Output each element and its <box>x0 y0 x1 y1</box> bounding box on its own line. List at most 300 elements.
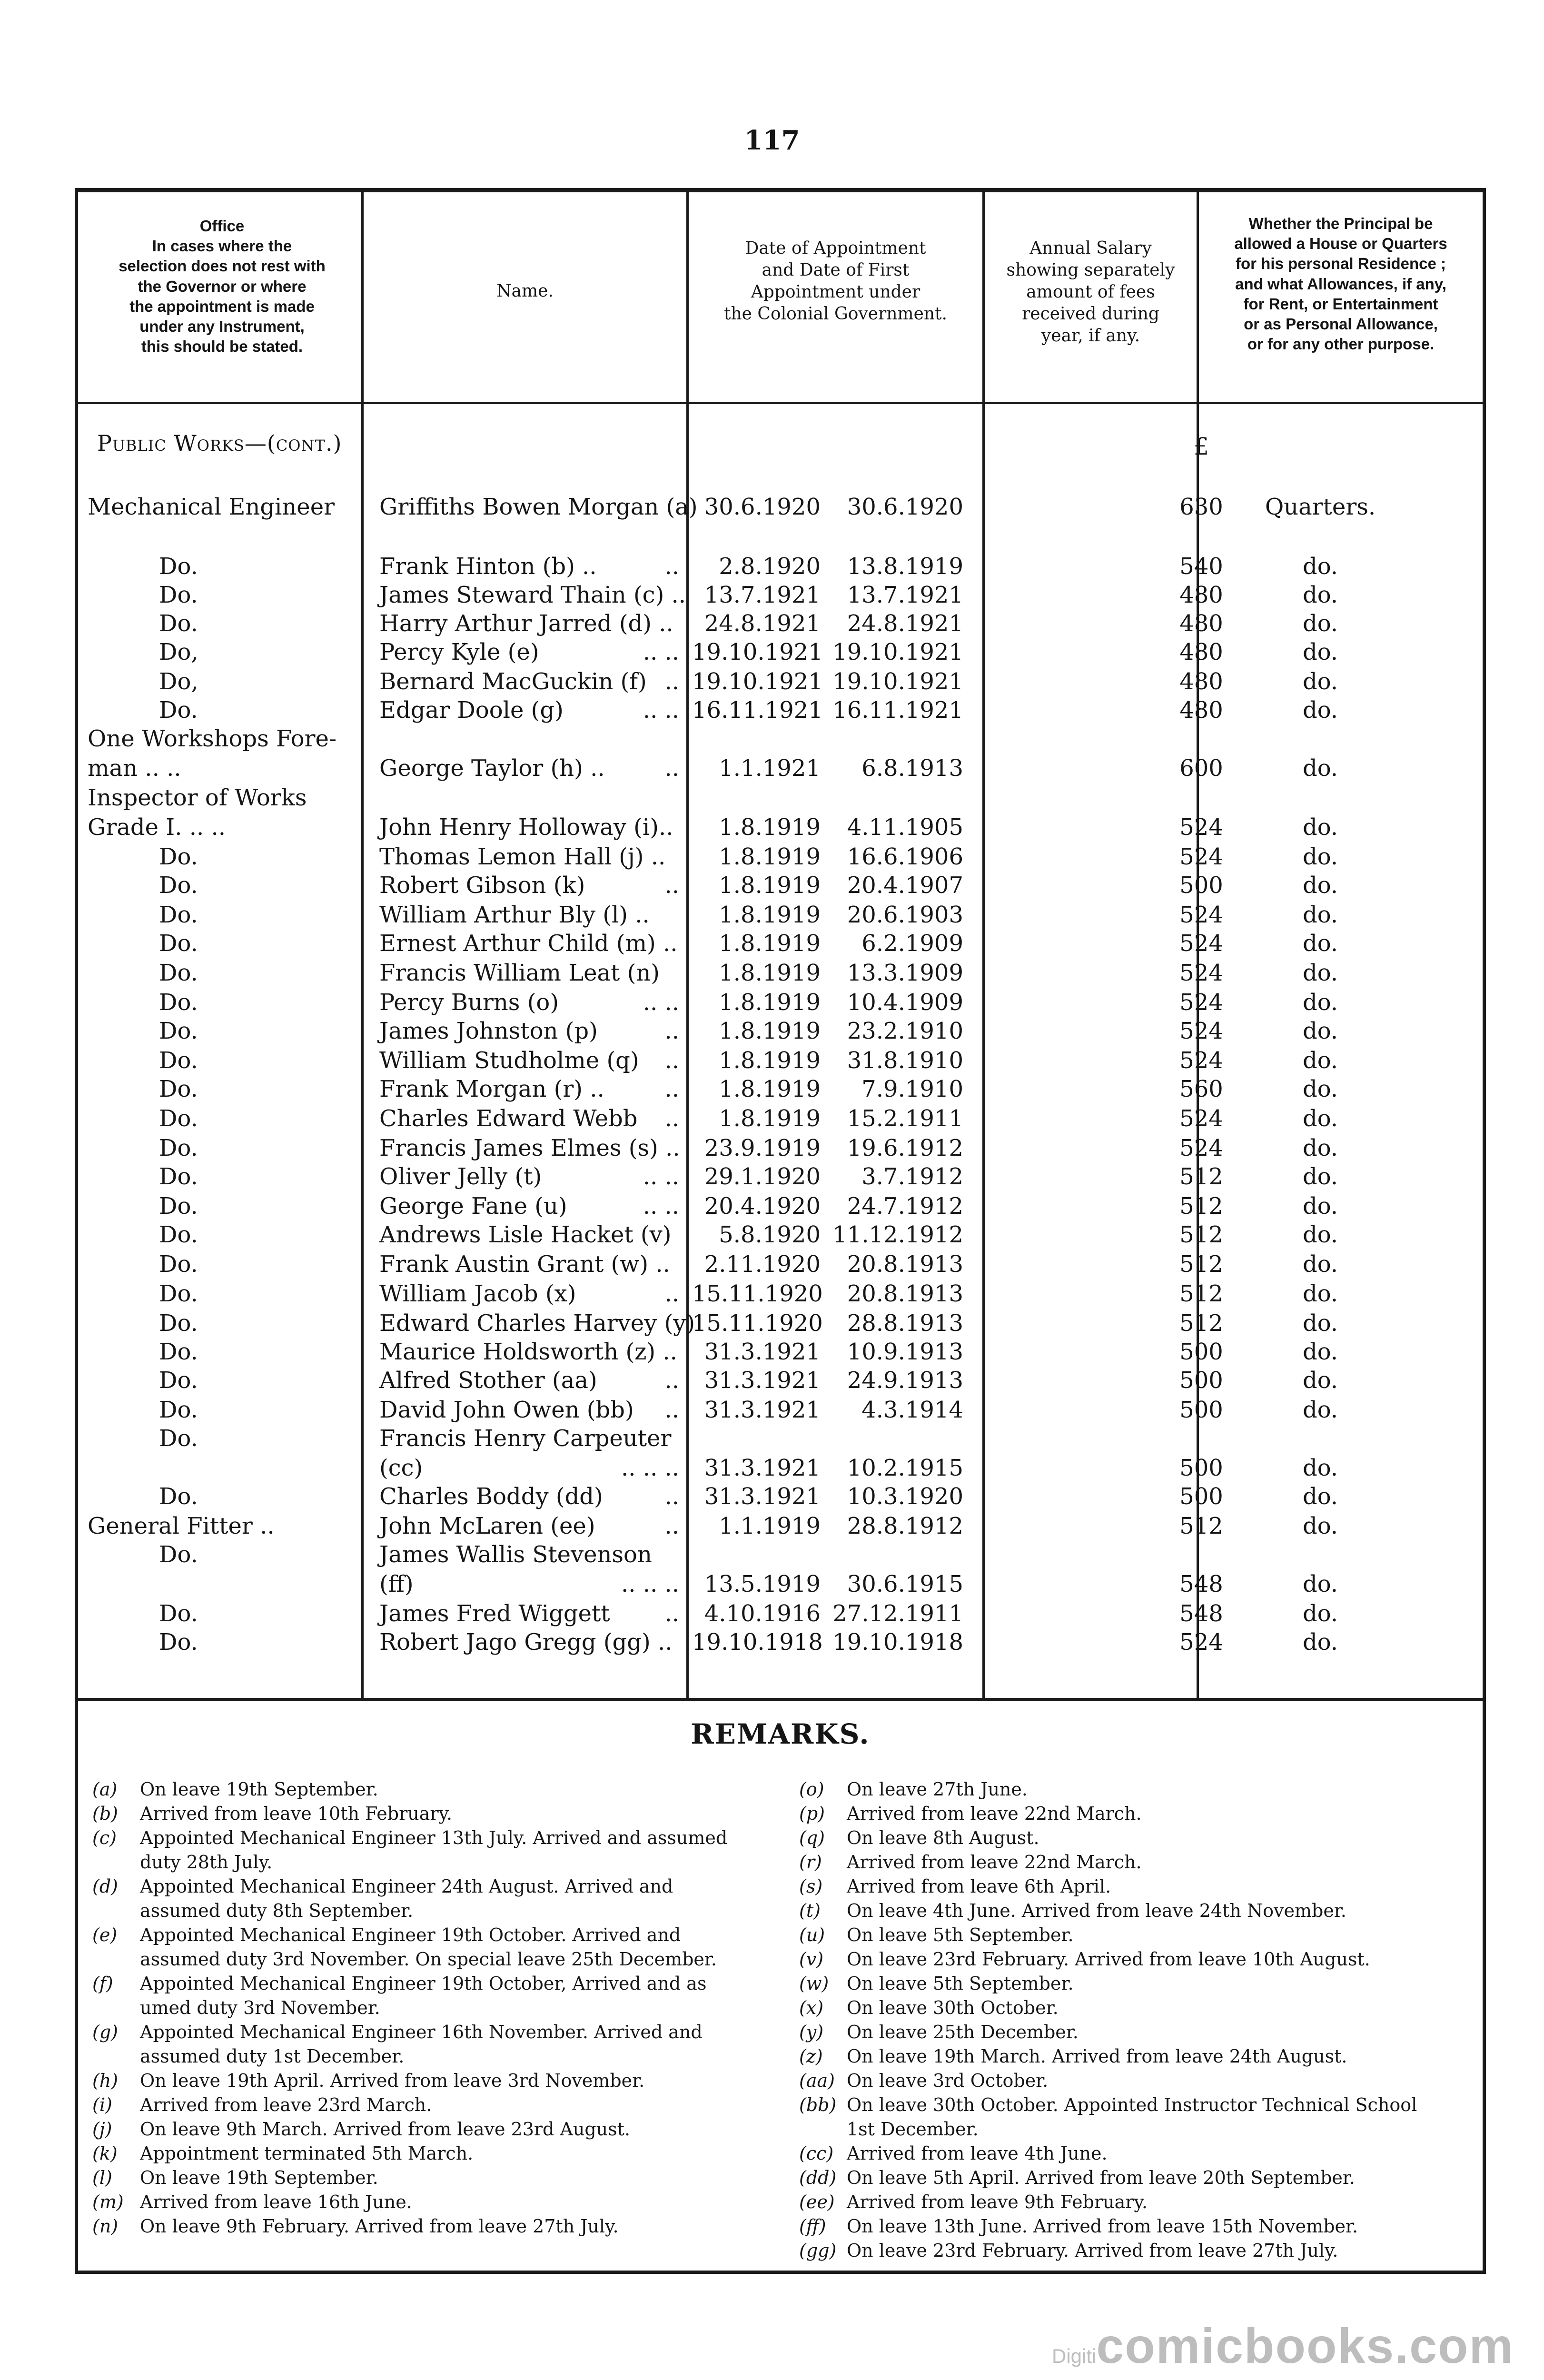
name-cell: George Taylor (h) .. .. <box>379 754 684 783</box>
appointment-date-cell: 1.8.1919 <box>719 930 821 957</box>
table-row <box>78 754 1483 783</box>
first-appointment-date-cell: 13.8.1919 <box>847 553 963 580</box>
residence-cell: do. <box>1302 697 1338 724</box>
residence-cell: do. <box>1302 1280 1338 1307</box>
appointment-date-cell: 1.8.1919 <box>719 960 821 986</box>
name-cell: John McLaren (ee) .. <box>379 1511 684 1541</box>
residence-cell: do. <box>1302 1455 1338 1481</box>
office-cell: Do. <box>159 1193 198 1220</box>
residence-cell: do. <box>1302 960 1338 986</box>
staff-table <box>78 192 1483 1698</box>
table-row <box>78 667 1483 696</box>
residence-cell: do. <box>1302 1600 1338 1627</box>
remark-text: Appointed Mechanical Engineer 19th October, Arrived and as umed duty 3rd November. <box>140 1973 707 2018</box>
table-row <box>78 1016 1483 1046</box>
table-row <box>78 1074 1483 1104</box>
leader-dots: .. <box>664 872 679 899</box>
remark-item <box>790 1923 1437 1947</box>
salary-cell: 524 <box>1179 1018 1223 1044</box>
residence-cell: do. <box>1302 989 1338 1016</box>
table-row <box>78 609 1483 638</box>
appointment-date-cell: 1.8.1919 <box>719 814 821 841</box>
remark-item <box>790 1826 1437 1850</box>
remark-letter: (s) <box>799 1876 823 1897</box>
residence-cell: do. <box>1302 610 1338 637</box>
office-cell: Do. <box>159 872 198 899</box>
remark-letter: (k) <box>92 2143 118 2164</box>
header-office: Office In cases where the selection does not rest with the Governor or where the appointment is made under any Instrument, this should be stated. <box>119 217 326 356</box>
remark-item <box>83 1826 730 1874</box>
name-cell: Percy Kyle (e) .. .. <box>379 637 684 667</box>
office-cell: Do. <box>159 1163 198 1190</box>
name-cell: Edward Charles Harvey (y) <box>379 1310 695 1337</box>
residence-cell: do. <box>1302 1221 1338 1248</box>
remark-text: On leave 30th October. Appointed Instructor Technical School 1st December. <box>847 2094 1417 2140</box>
remark-letter: (e) <box>92 1924 118 1945</box>
name-cell: Francis Henry Carpeuter <box>379 1425 672 1452</box>
first-appointment-date-cell: 19.10.1921 <box>832 668 963 695</box>
name-cell: Robert Jago Gregg (gg) .. <box>379 1629 673 1656</box>
table-row <box>78 813 1483 842</box>
name-cell: Percy Burns (o) .. .. <box>379 988 684 1017</box>
residence-cell: do. <box>1302 1571 1338 1597</box>
remark-item <box>790 2044 1437 2069</box>
salary-cell: 524 <box>1179 989 1223 1016</box>
remark-letter: (j) <box>92 2119 112 2140</box>
residence-cell: do. <box>1302 1339 1338 1365</box>
leader-dots: .. .. <box>643 639 679 665</box>
office-cell: Do. <box>159 930 198 957</box>
salary-cell: 480 <box>1179 582 1223 608</box>
office-cell: Do. <box>159 989 198 1016</box>
leader-dots: .. <box>664 1047 679 1074</box>
remark-item <box>83 2093 730 2117</box>
remark-letter: (gg) <box>799 2240 837 2261</box>
table-row <box>78 1453 1483 1483</box>
table-row <box>78 1162 1483 1191</box>
appointment-date-cell: 1.1.1919 <box>719 1513 821 1539</box>
header-name: Name. <box>496 281 554 301</box>
salary-cell: 512 <box>1179 1163 1223 1190</box>
name-cell: William Studholme (q) .. <box>379 1046 684 1075</box>
remark-letter: (g) <box>92 2022 118 2043</box>
remark-text: On leave 9th March. Arrived from leave 23rd August. <box>140 2119 631 2140</box>
salary-cell: 630 <box>1179 494 1223 520</box>
remark-item <box>790 1972 1437 1996</box>
salary-cell: 500 <box>1179 1339 1223 1365</box>
table-body <box>78 192 1483 1698</box>
appointment-date-cell: 16.11.1921 <box>692 697 823 724</box>
remark-letter: (aa) <box>799 2070 835 2091</box>
appointment-date-cell: 1.8.1919 <box>719 989 821 1016</box>
first-appointment-date-cell: 30.6.1915 <box>847 1571 963 1597</box>
appointment-date-cell: 1.8.1919 <box>719 1076 821 1102</box>
appointment-date-cell: 1.8.1919 <box>719 843 821 870</box>
table-row <box>78 1424 1483 1453</box>
salary-cell: 524 <box>1179 902 1223 928</box>
leader-dots: .. <box>664 1280 679 1307</box>
table-row <box>78 842 1483 872</box>
name-cell: Frank Morgan (r) .. .. <box>379 1074 684 1104</box>
table-row <box>78 580 1483 610</box>
table-row <box>78 1133 1483 1163</box>
remark-item <box>83 1777 730 1802</box>
first-appointment-date-cell: 24.7.1912 <box>847 1193 963 1220</box>
residence-cell: do. <box>1302 814 1338 841</box>
appointment-date-cell: 1.8.1919 <box>719 872 821 899</box>
first-appointment-date-cell: 20.8.1913 <box>847 1251 963 1278</box>
first-appointment-date-cell: 19.10.1921 <box>832 639 963 665</box>
first-appointment-date-cell: 4.11.1905 <box>847 814 963 841</box>
remark-item <box>83 2142 730 2166</box>
first-appointment-date-cell: 10.9.1913 <box>847 1339 963 1365</box>
residence-cell: do. <box>1302 1018 1338 1044</box>
first-appointment-date-cell: 23.2.1910 <box>847 1018 963 1044</box>
table-row <box>78 1569 1483 1599</box>
name-cell: Andrews Lisle Hacket (v) <box>379 1221 672 1248</box>
remark-item <box>83 1802 730 1826</box>
table-row <box>78 988 1483 1017</box>
first-appointment-date-cell: 16.11.1921 <box>832 697 963 724</box>
remark-item <box>790 1874 1437 1899</box>
remark-letter: (v) <box>799 1949 824 1970</box>
office-cell: Do. <box>159 582 198 608</box>
remark-letter: (f) <box>92 1973 113 1994</box>
remark-item <box>83 1923 730 1972</box>
remark-text: Arrived from leave 16th June. <box>140 2192 412 2212</box>
table-row <box>78 1104 1483 1133</box>
remark-letter: (p) <box>799 1803 825 1824</box>
name-cell: William Jacob (x) .. <box>379 1279 684 1309</box>
residence-cell: do. <box>1302 639 1338 665</box>
remark-letter: (o) <box>799 1779 824 1800</box>
remark-text: Arrived from leave 23rd March. <box>140 2094 432 2115</box>
remark-item <box>790 2214 1437 2239</box>
residence-cell: do. <box>1302 930 1338 957</box>
first-appointment-date-cell: 20.4.1907 <box>847 872 963 899</box>
table-row <box>78 1279 1483 1309</box>
salary-cell: 524 <box>1179 1629 1223 1656</box>
salary-cell: 600 <box>1179 755 1223 782</box>
remark-text: Arrived from leave 22nd March. <box>847 1803 1142 1824</box>
table-row <box>78 929 1483 958</box>
remark-text: On leave 25th December. <box>847 2022 1079 2043</box>
office-cell: Do. <box>159 610 198 637</box>
office-cell: Do. <box>159 1339 198 1365</box>
appointment-date-cell: 31.3.1921 <box>704 1367 821 1394</box>
remark-item <box>790 1947 1437 1972</box>
first-appointment-date-cell: 15.2.1911 <box>847 1105 963 1132</box>
remark-item <box>83 2166 730 2190</box>
remark-letter: (x) <box>799 1997 824 2018</box>
residence-cell: do. <box>1302 1163 1338 1190</box>
appointment-date-cell: 4.10.1916 <box>704 1600 821 1627</box>
remark-text: Arrived from leave 22nd March. <box>847 1852 1142 1873</box>
residence-cell: do. <box>1302 1105 1338 1132</box>
remark-item <box>83 2020 730 2069</box>
leader-dots: .. .. <box>643 1163 679 1190</box>
appointment-date-cell: 20.4.1920 <box>704 1193 821 1220</box>
remarks-left-column <box>83 1777 730 2239</box>
salary-cell: 540 <box>1179 553 1223 580</box>
first-appointment-date-cell: 24.9.1913 <box>847 1367 963 1394</box>
residence-cell: do. <box>1302 1047 1338 1074</box>
remark-text: Arrived from leave 6th April. <box>847 1876 1111 1897</box>
appointment-date-cell: 2.8.1920 <box>719 553 821 580</box>
currency-symbol: £ <box>1194 433 1209 460</box>
remark-text: On leave 8th August. <box>847 1827 1039 1848</box>
salary-cell: 500 <box>1179 1367 1223 1394</box>
remark-item <box>790 2239 1437 2263</box>
leader-dots: .. <box>664 1076 679 1102</box>
residence-cell: do. <box>1302 843 1338 870</box>
header-salary: Annual Salary showing separately amount of fees received during year, if any. <box>1006 238 1175 346</box>
office-cell: General Fitter .. <box>88 1513 275 1539</box>
salary-cell: 548 <box>1179 1571 1223 1597</box>
watermark <box>1052 2318 1514 2375</box>
remark-item <box>83 1874 730 1923</box>
remark-letter: (y) <box>799 2022 824 2043</box>
name-cell: Robert Gibson (k) .. <box>379 871 684 900</box>
name-cell: Francis James Elmes (s) .. <box>379 1135 680 1161</box>
leader-dots: .. <box>664 755 679 782</box>
name-cell: George Fane (u) .. .. <box>379 1191 684 1221</box>
table-row <box>78 1599 1483 1628</box>
appointment-date-cell: 5.8.1920 <box>719 1221 821 1248</box>
appointment-date-cell: 31.3.1921 <box>704 1483 821 1510</box>
watermark-logo: comicbooks.com <box>1096 2319 1514 2374</box>
first-appointment-date-cell: 10.4.1909 <box>847 989 963 1016</box>
appointment-date-cell: 1.8.1919 <box>719 902 821 928</box>
appointment-date-cell: 23.9.1919 <box>704 1135 821 1161</box>
residence-cell: do. <box>1302 872 1338 899</box>
appointment-date-cell: 13.7.1921 <box>704 582 821 608</box>
remark-text: Appointment terminated 5th March. <box>140 2143 474 2164</box>
residence-cell: do. <box>1302 1397 1338 1423</box>
office-cell: Do. <box>159 1310 198 1337</box>
residence-cell: do. <box>1302 902 1338 928</box>
salary-cell: 524 <box>1179 1105 1223 1132</box>
name-cell: (cc) .. .. .. <box>379 1453 684 1483</box>
table-row <box>78 958 1483 988</box>
remarks-title: REMARKS. <box>691 1718 870 1750</box>
table-row <box>78 1337 1483 1367</box>
first-appointment-date-cell: 4.3.1914 <box>861 1397 963 1423</box>
leader-dots: .. .. <box>643 697 679 724</box>
table-row <box>78 900 1483 930</box>
salary-cell: 480 <box>1179 697 1223 724</box>
remark-item <box>790 1850 1437 1874</box>
name-cell: Edgar Doole (g) .. .. <box>379 695 684 725</box>
appointment-date-cell: 19.10.1921 <box>692 639 823 665</box>
salary-cell: 512 <box>1179 1513 1223 1539</box>
remark-letter: (ee) <box>799 2192 835 2212</box>
first-appointment-date-cell: 19.6.1912 <box>847 1135 963 1161</box>
name-cell: Oliver Jelly (t) .. .. <box>379 1162 684 1191</box>
office-cell: Do. <box>159 1397 198 1423</box>
salary-cell: 500 <box>1179 872 1223 899</box>
salary-cell: 512 <box>1179 1193 1223 1220</box>
remark-letter: (a) <box>92 1779 118 1800</box>
appointment-date-cell: 30.6.1920 <box>704 494 821 520</box>
residence-cell: do. <box>1302 1367 1338 1394</box>
residence-cell: do. <box>1302 755 1338 782</box>
remark-text: On leave 19th April. Arrived from leave 3rd November. <box>140 2070 645 2091</box>
remark-text: On leave 23rd February. Arrived from leave 10th August. <box>847 1949 1370 1970</box>
name-cell: David John Owen (bb) .. <box>379 1395 684 1425</box>
leader-dots: .. <box>664 1483 679 1510</box>
office-cell: One Workshops Fore- <box>88 725 337 752</box>
remark-item <box>790 2166 1437 2190</box>
table-row <box>78 1220 1483 1250</box>
residence-cell: do. <box>1302 1629 1338 1656</box>
remark-letter: (ff) <box>799 2216 826 2237</box>
remark-letter: (r) <box>799 1852 822 1873</box>
name-cell: James Steward Thain (c) .. <box>379 582 686 608</box>
leader-dots: .. <box>664 1367 679 1394</box>
appointment-date-cell: 15.11.1920 <box>692 1310 823 1337</box>
remark-letter: (m) <box>92 2192 124 2212</box>
office-cell: Do. <box>159 1541 198 1568</box>
first-appointment-date-cell: 16.6.1906 <box>847 843 963 870</box>
remark-letter: (h) <box>92 2070 119 2091</box>
remark-letter: (t) <box>799 1900 821 1921</box>
appointment-date-cell: 13.5.1919 <box>704 1571 821 1597</box>
name-cell: Ernest Arthur Child (m) .. <box>379 930 678 957</box>
document-frame <box>75 188 1486 2274</box>
remark-text: On leave 3rd October. <box>847 2070 1049 2091</box>
name-cell: William Arthur Bly (l) .. <box>379 902 650 928</box>
leader-dots: .. <box>664 1105 679 1132</box>
name-cell: Maurice Holdsworth (z) .. <box>379 1339 677 1365</box>
appointment-date-cell: 15.11.1920 <box>692 1280 823 1307</box>
remark-letter: (c) <box>92 1827 117 1848</box>
salary-cell: 500 <box>1179 1483 1223 1510</box>
office-cell: Do. <box>159 553 198 580</box>
remark-text: On leave 5th April. Arrived from leave 20th September. <box>847 2167 1355 2188</box>
table-row <box>78 695 1483 725</box>
table-row <box>78 1482 1483 1511</box>
office-cell: Grade I. .. .. <box>88 814 226 841</box>
name-cell: Charles Edward Webb .. <box>379 1104 684 1133</box>
first-appointment-date-cell: 28.8.1912 <box>847 1513 963 1539</box>
office-cell: Do. <box>159 697 198 724</box>
office-cell: Do. <box>159 960 198 986</box>
appointment-date-cell: 31.3.1921 <box>704 1397 821 1423</box>
appointment-date-cell: 2.11.1920 <box>704 1251 821 1278</box>
header-residence: Whether the Principal be allowed a House or Quarters for his personal Residence ; and what Allowances, if any, for Rent, or Entertainment or as Personal Allowance, or for any other purpose. <box>1234 215 1447 353</box>
first-appointment-date-cell: 19.10.1918 <box>832 1629 963 1656</box>
office-cell: Do. <box>159 902 198 928</box>
first-appointment-date-cell: 10.2.1915 <box>847 1455 963 1481</box>
salary-cell: 524 <box>1179 843 1223 870</box>
name-cell: (ff) .. .. .. <box>379 1569 684 1599</box>
table-row <box>78 783 1483 813</box>
appointment-date-cell: 24.8.1921 <box>704 610 821 637</box>
page-number: 117 <box>744 125 800 156</box>
remark-letter: (cc) <box>799 2143 834 2164</box>
table-row <box>78 724 1483 754</box>
table-row <box>78 492 1483 522</box>
appointment-date-cell: 1.8.1919 <box>719 1018 821 1044</box>
name-cell: Thomas Lemon Hall (j) .. <box>379 843 666 870</box>
salary-cell: 524 <box>1179 1047 1223 1074</box>
first-appointment-date-cell: 27.12.1911 <box>832 1600 963 1627</box>
salary-cell: 512 <box>1179 1221 1223 1248</box>
remark-item <box>790 2020 1437 2044</box>
remark-letter: (i) <box>92 2094 112 2115</box>
table-row <box>78 1309 1483 1338</box>
remark-item <box>790 1777 1437 1802</box>
office-cell: Do, <box>159 668 198 695</box>
office-cell: Do. <box>159 1105 198 1132</box>
residence-cell: do. <box>1302 1251 1338 1278</box>
remarks-right-column <box>790 1777 1437 2263</box>
first-appointment-date-cell: 11.12.1912 <box>832 1221 963 1248</box>
remark-item <box>790 1899 1437 1923</box>
table-row <box>78 1627 1483 1657</box>
office-cell: Inspector of Works <box>88 784 307 811</box>
remark-item <box>83 1972 730 2020</box>
leader-dots: .. .. <box>643 989 679 1016</box>
residence-cell: do. <box>1302 1483 1338 1510</box>
office-cell: Do. <box>159 1251 198 1278</box>
leader-dots: .. .. .. <box>621 1455 679 1481</box>
table-row <box>78 1395 1483 1425</box>
residence-cell: do. <box>1302 1513 1338 1539</box>
residence-cell: do. <box>1302 1310 1338 1337</box>
appointment-date-cell: 31.3.1921 <box>704 1339 821 1365</box>
remark-text: Appointed Mechanical Engineer 16th November. Arrived and assumed duty 1st December. <box>140 2022 703 2067</box>
salary-cell: 512 <box>1179 1251 1223 1278</box>
office-cell: Do. <box>159 1600 198 1627</box>
table-row <box>78 1511 1483 1541</box>
name-cell: James Fred Wiggett .. <box>379 1599 684 1628</box>
first-appointment-date-cell: 3.7.1912 <box>861 1163 963 1190</box>
appointment-date-cell: 29.1.1920 <box>704 1163 821 1190</box>
table-row <box>78 1540 1483 1569</box>
salary-cell: 480 <box>1179 639 1223 665</box>
name-cell: James Wallis Stevenson <box>379 1541 652 1568</box>
remark-text: On leave 4th June. Arrived from leave 24th November. <box>847 1900 1346 1921</box>
remark-item <box>790 1996 1437 2020</box>
salary-cell: 524 <box>1179 960 1223 986</box>
table-row <box>78 637 1483 667</box>
office-cell: Do. <box>159 1221 198 1248</box>
remark-letter: (b) <box>92 1803 118 1824</box>
office-cell: Do. <box>159 1280 198 1307</box>
name-cell: Frank Hinton (b) .. .. <box>379 552 684 581</box>
remark-letter: (l) <box>92 2167 112 2188</box>
first-appointment-date-cell: 20.8.1913 <box>847 1280 963 1307</box>
remark-text: On leave 30th October. <box>847 1997 1059 2018</box>
leader-dots: .. .. .. <box>621 1571 679 1597</box>
leader-dots: .. <box>664 553 679 580</box>
remark-item <box>790 1802 1437 1826</box>
office-cell: Mechanical Engineer <box>88 494 335 520</box>
first-appointment-date-cell: 13.3.1909 <box>847 960 963 986</box>
remark-item <box>83 2117 730 2142</box>
name-cell: Charles Boddy (dd) .. <box>379 1482 684 1511</box>
office-cell: Do. <box>159 1135 198 1161</box>
first-appointment-date-cell: 10.3.1920 <box>847 1483 963 1510</box>
office-cell: Do. <box>159 1629 198 1656</box>
name-cell: Francis William Leat (n) <box>379 960 660 986</box>
salary-cell: 500 <box>1179 1455 1223 1481</box>
table-row <box>78 552 1483 581</box>
name-cell: James Johnston (p) .. <box>379 1016 684 1046</box>
residence-cell: Quarters. <box>1265 494 1376 520</box>
